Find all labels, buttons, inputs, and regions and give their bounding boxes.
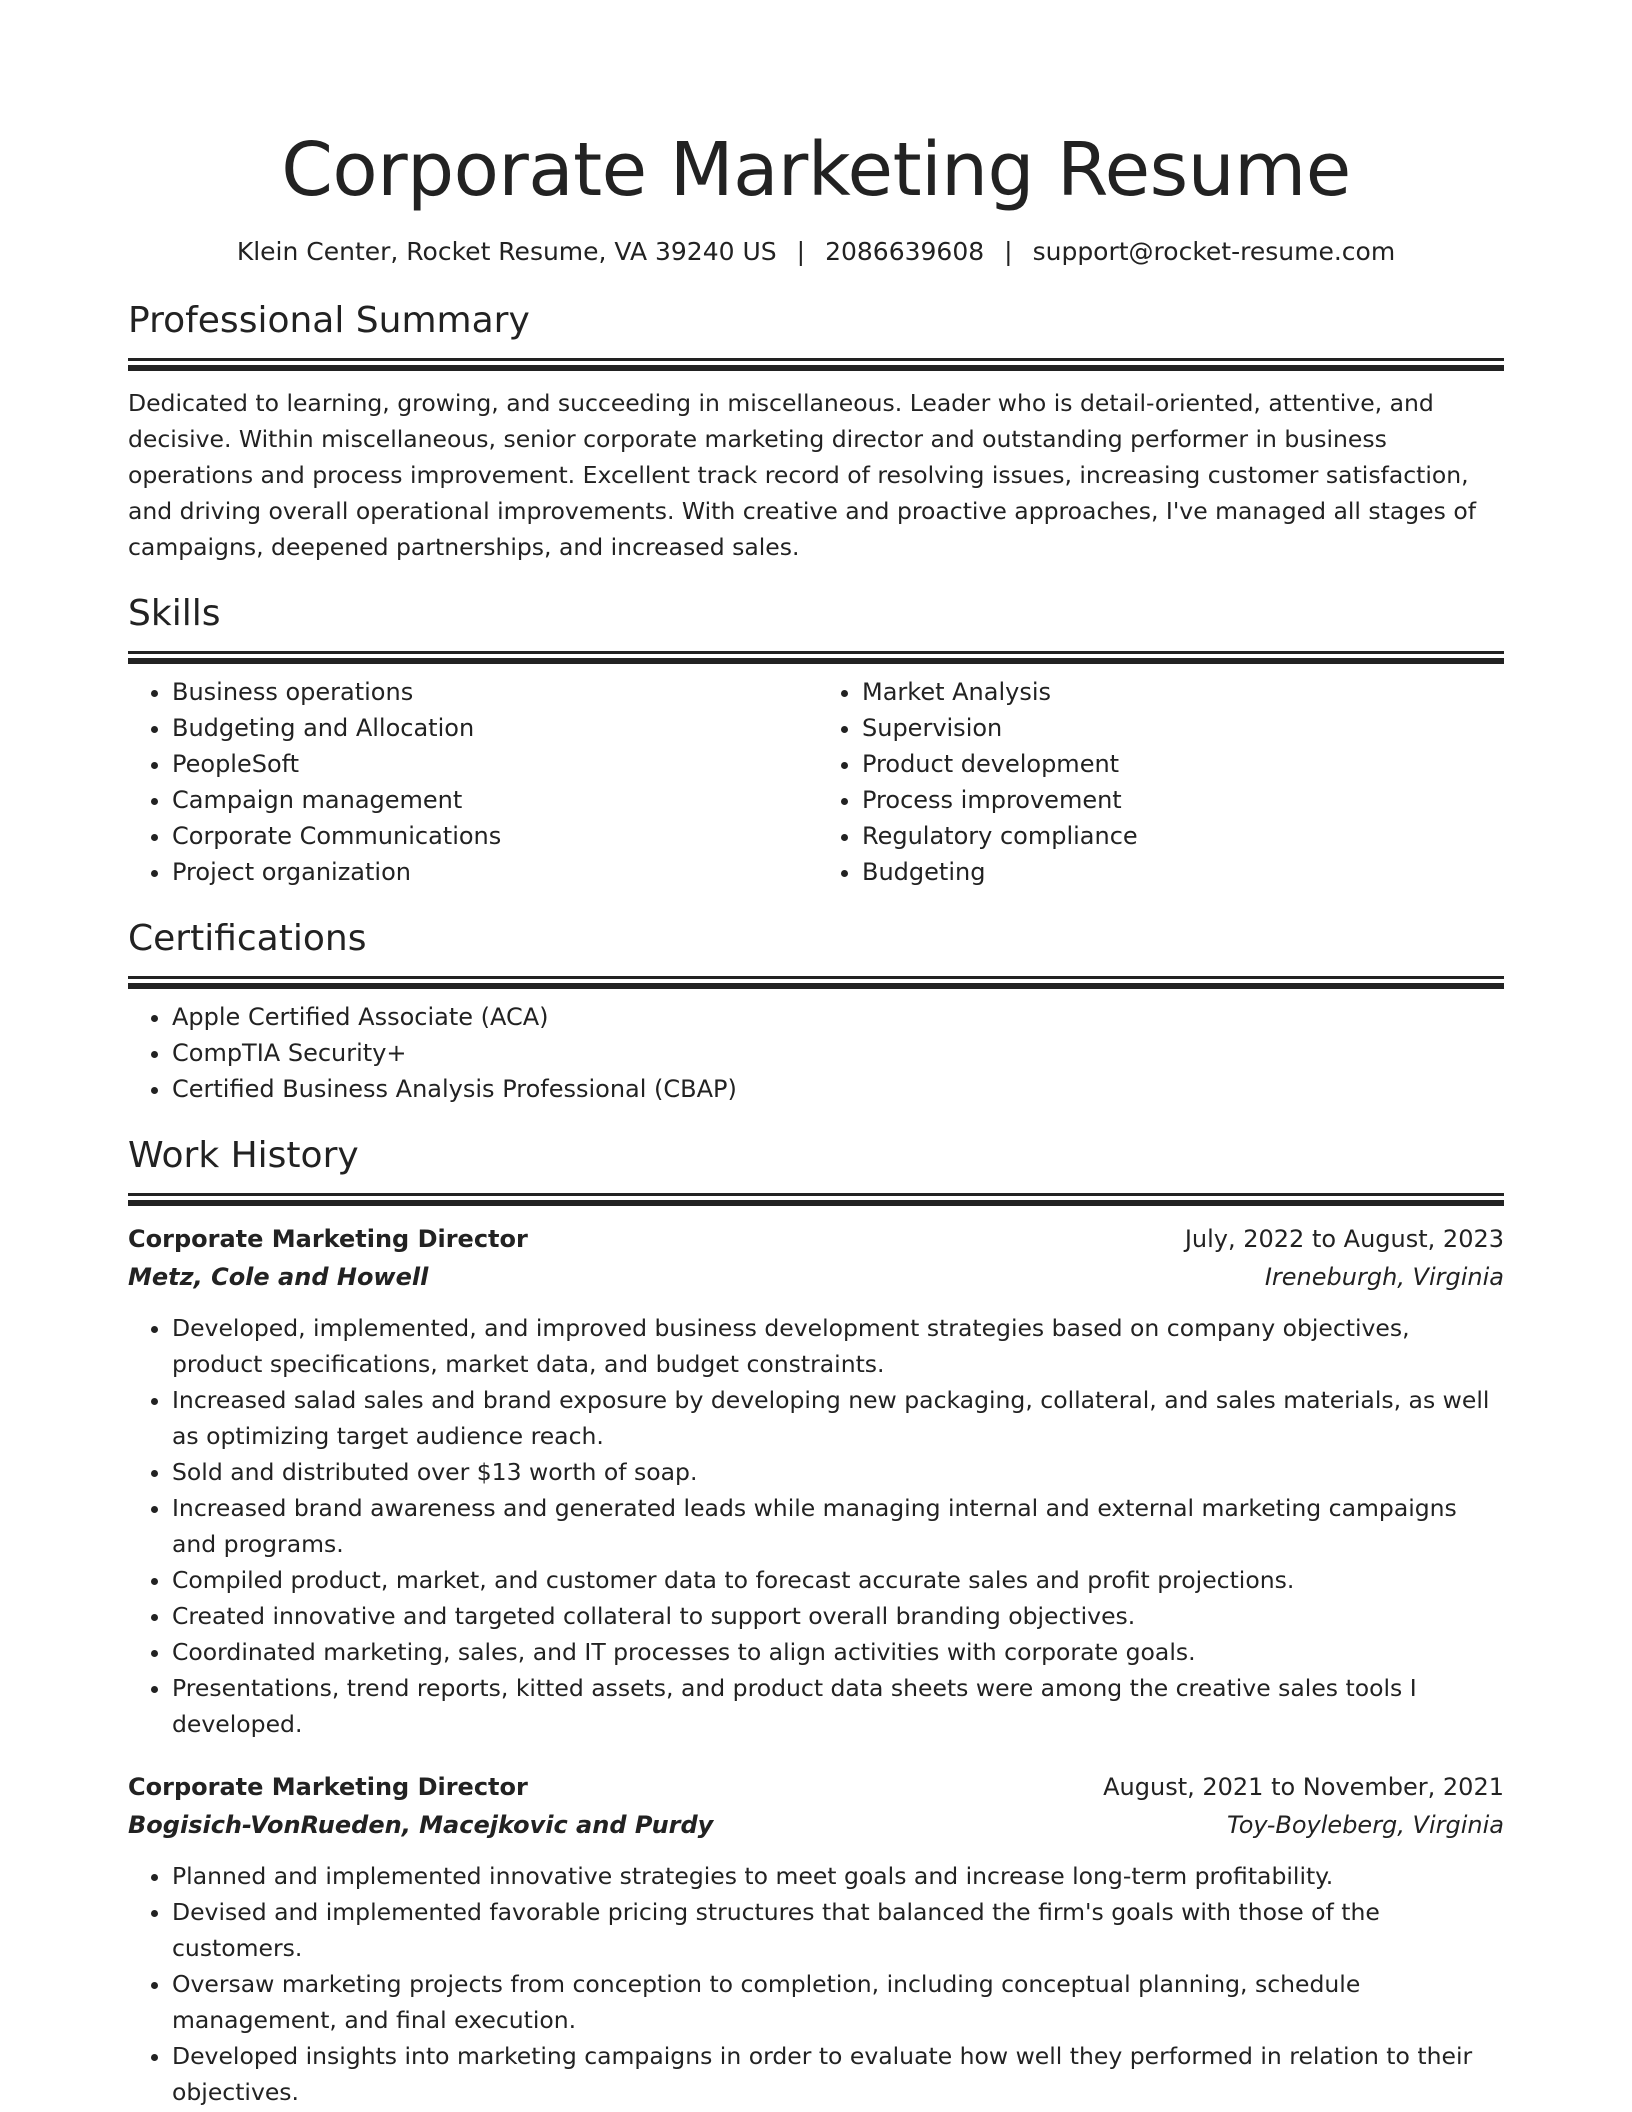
section-divider — [128, 1193, 1504, 1196]
job-dates: August, 2021 to November, 2021 — [1103, 1773, 1504, 1801]
job-entry — [128, 1768, 1504, 2110]
skills-heading: Skills — [128, 593, 221, 634]
skill-item: • PeopleSoft — [172, 746, 816, 782]
section-divider — [128, 651, 1504, 654]
job-bullet: • Created innovative and targeted collateral to support overall branding objectives. — [172, 1598, 1504, 1634]
skill-item: • Budgeting — [862, 854, 1504, 890]
skill-item: • Campaign management — [172, 782, 816, 818]
job-header-row — [128, 1768, 1504, 1806]
section-divider — [128, 976, 1504, 979]
contact-email: support@rocket-resume.com — [1032, 237, 1396, 266]
job-bullet: • Coordinated marketing, sales, and IT processes to align activities with corporate goals. — [172, 1634, 1504, 1670]
summary-section — [128, 296, 1504, 565]
job-location: Ireneburgh, Virginia — [1264, 1263, 1504, 1291]
job-company-row — [128, 1258, 1504, 1296]
certification-item: • Certified Business Analysis Professional (CBAP) — [172, 1071, 1504, 1107]
job-entry — [128, 1220, 1504, 1742]
job-bullet: • Developed, implemented, and improved business development strategies based on company objectives, product specifications, market data, and budget constraints. — [172, 1310, 1504, 1382]
job-bullet: • Presentations, trend reports, kitted assets, and product data sheets were among the creative sales tools I developed. — [172, 1670, 1504, 1742]
job-bullet: • Increased salad sales and brand exposure by developing new packaging, collateral, and sales materials, as well as optimizing target audience reach. — [172, 1382, 1504, 1454]
skill-item: • Regulatory compliance — [862, 818, 1504, 854]
certifications-heading: Certifications — [128, 918, 367, 959]
job-bullet: • Compiled product, market, and customer data to forecast accurate sales and profit projections. — [172, 1562, 1504, 1598]
job-company-row — [128, 1806, 1504, 1844]
certifications-section — [128, 914, 1504, 1107]
skill-item: • Market Analysis — [862, 674, 1504, 710]
job-company: Metz, Cole and Howell — [128, 1263, 429, 1291]
summary-heading: Professional Summary — [128, 300, 530, 341]
skills-section — [128, 589, 1504, 890]
contact-separator: | — [796, 237, 806, 266]
certifications-list — [128, 999, 1504, 1107]
job-title: Corporate Marketing Director — [128, 1225, 528, 1253]
summary-text: Dedicated to learning, growing, and succeeding in miscellaneous. Leader who is detail-oriented, attentive, and decisive. Within miscellaneous, senior corporate marketing director and outstanding performer in business operations and process improvement. Excellent track record of resolving issues, increasing customer satisfaction, and driving overall operational improvements. With creative and proactive approaches, I've managed all stages of campaigns, deepened partnerships, and increased sales. — [128, 389, 1477, 561]
job-bullet: • Planned and implemented innovative strategies to meet goals and increase long-term profitability. — [172, 1858, 1504, 1894]
contact-line — [128, 234, 1504, 270]
skill-item: • Budgeting and Allocation — [172, 710, 816, 746]
skill-item: • Project organization — [172, 854, 816, 890]
skills-columns — [128, 674, 1504, 890]
skills-list-left — [128, 674, 816, 890]
skill-item: • Business operations — [172, 674, 816, 710]
contact-separator: | — [1004, 237, 1013, 266]
certification-item: • Apple Certified Associate (ACA) — [172, 999, 1504, 1035]
job-header-row — [128, 1220, 1504, 1258]
resume-title: Corporate Marketing Resume — [281, 127, 1351, 213]
job-location: Toy-Boyleberg, Virginia — [1227, 1811, 1504, 1839]
skill-item: • Supervision — [862, 710, 1504, 746]
skill-item: • Process improvement — [862, 782, 1504, 818]
job-dates: July, 2022 to August, 2023 — [1184, 1225, 1504, 1253]
job-bullet: • Developed insights into marketing campaigns in order to evaluate how well they performed in relation to their objectives. — [172, 2038, 1504, 2110]
job-bullets — [128, 1858, 1504, 2110]
job-bullet: • Increased brand awareness and generated leads while managing internal and external marketing campaigns and programs. — [172, 1490, 1504, 1562]
job-bullet: • Devised and implemented favorable pricing structures that balanced the firm's goals with those of the customers. — [172, 1894, 1504, 1966]
job-title: Corporate Marketing Director — [128, 1773, 528, 1801]
contact-address: Klein Center, Rocket Resume, VA 39240 US — [236, 237, 777, 266]
job-bullets — [128, 1310, 1504, 1742]
work-history-section — [128, 1131, 1504, 2110]
job-bullet: • Sold and distributed over $13 worth of soap. — [172, 1454, 1504, 1490]
skill-item: • Product development — [862, 746, 1504, 782]
work-history-heading: Work History — [128, 1135, 359, 1176]
certification-item: • CompTIA Security+ — [172, 1035, 1504, 1071]
section-divider — [128, 358, 1504, 361]
job-company: Bogisich-VonRueden, Macejkovic and Purdy — [128, 1811, 714, 1839]
skills-list-right — [816, 674, 1504, 890]
job-bullet: • Oversaw marketing projects from conception to completion, including conceptual planning, schedule management, and final execution. — [172, 1966, 1504, 2038]
contact-phone: 2086639608 — [825, 237, 985, 266]
skill-item: • Corporate Communications — [172, 818, 816, 854]
